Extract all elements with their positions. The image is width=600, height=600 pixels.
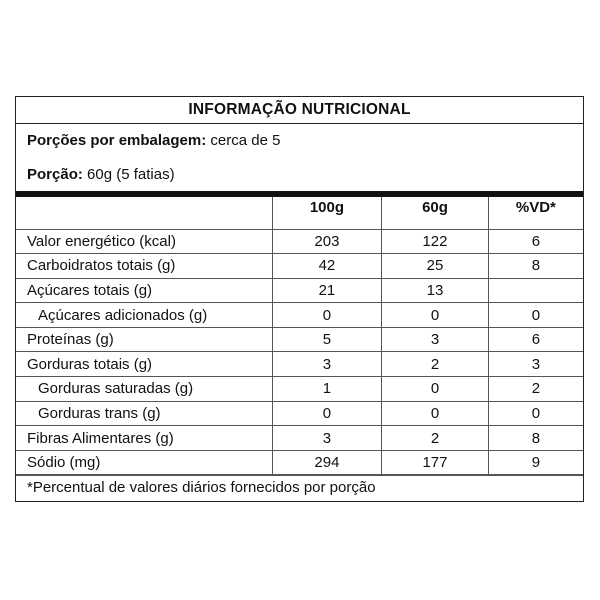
portion-size <box>27 162 572 188</box>
daily-value-percent: 0 <box>488 401 583 426</box>
nutrients-table <box>16 197 583 475</box>
daily-value-percent: 0 <box>488 303 583 328</box>
value-per-100g: 3 <box>272 352 382 377</box>
value-per-100g: 294 <box>272 450 382 475</box>
table-row <box>16 377 583 402</box>
value-per-60g: 0 <box>382 303 489 328</box>
nutrient-name: Açúcares totais (g) <box>16 278 272 303</box>
nutrient-name: Gorduras saturadas (g) <box>16 377 272 402</box>
footnote: *Percentual de valores diários fornecidos por porção <box>16 475 583 501</box>
value-per-60g: 25 <box>382 254 489 279</box>
portion-value: 60g (5 fatias) <box>82 166 175 183</box>
table-row <box>16 327 583 352</box>
label-title: INFORMAÇÃO NUTRICIONAL <box>16 97 583 124</box>
nutrient-rows <box>16 229 583 475</box>
value-per-60g: 0 <box>382 401 489 426</box>
header-nutrient <box>16 197 272 229</box>
servings-per-package <box>27 127 572 154</box>
nutrient-name: Gorduras trans (g) <box>16 401 272 426</box>
value-per-60g: 2 <box>382 352 489 377</box>
table-row <box>16 254 583 279</box>
value-per-100g: 1 <box>272 377 382 402</box>
value-per-60g: 3 <box>382 327 489 352</box>
header-daily-value: %VD* <box>488 197 583 229</box>
daily-value-percent: 3 <box>488 352 583 377</box>
value-per-60g: 122 <box>382 229 489 254</box>
header-per-60g: 60g <box>382 197 489 229</box>
table-row <box>16 401 583 426</box>
nutrient-name: Proteínas (g) <box>16 327 272 352</box>
value-per-100g: 21 <box>272 278 382 303</box>
table-row <box>16 229 583 254</box>
table-row <box>16 450 583 475</box>
value-per-60g: 2 <box>382 426 489 451</box>
table-row <box>16 278 583 303</box>
nutrient-name: Fibras Alimentares (g) <box>16 426 272 451</box>
daily-value-percent: 2 <box>488 377 583 402</box>
nutrient-name: Valor energético (kcal) <box>16 229 272 254</box>
value-per-100g: 5 <box>272 327 382 352</box>
value-per-100g: 0 <box>272 401 382 426</box>
nutrient-name: Carboidratos totais (g) <box>16 254 272 279</box>
value-per-60g: 177 <box>382 450 489 475</box>
table-header-row <box>16 197 583 229</box>
value-per-100g: 203 <box>272 229 382 254</box>
nutrient-name: Sódio (mg) <box>16 450 272 475</box>
nutrient-name: Gorduras totais (g) <box>16 352 272 377</box>
header-per-100g: 100g <box>272 197 382 229</box>
value-per-100g: 0 <box>272 303 382 328</box>
value-per-60g: 13 <box>382 278 489 303</box>
table-row <box>16 426 583 451</box>
value-per-60g: 0 <box>382 377 489 402</box>
nutrient-name: Açúcares adicionados (g) <box>16 303 272 328</box>
value-per-100g: 3 <box>272 426 382 451</box>
daily-value-percent: 8 <box>488 426 583 451</box>
servings-per-package-value: cerca de 5 <box>206 132 281 149</box>
portion-label: Porção: <box>27 166 83 183</box>
nutrition-facts-label <box>15 96 584 502</box>
serving-info <box>16 124 583 191</box>
daily-value-percent <box>488 278 583 303</box>
table-row <box>16 352 583 377</box>
daily-value-percent: 8 <box>488 254 583 279</box>
daily-value-percent: 9 <box>488 450 583 475</box>
value-per-100g: 42 <box>272 254 382 279</box>
servings-per-package-label: Porções por embalagem: <box>27 132 207 149</box>
table-row <box>16 303 583 328</box>
daily-value-percent: 6 <box>488 327 583 352</box>
daily-value-percent: 6 <box>488 229 583 254</box>
